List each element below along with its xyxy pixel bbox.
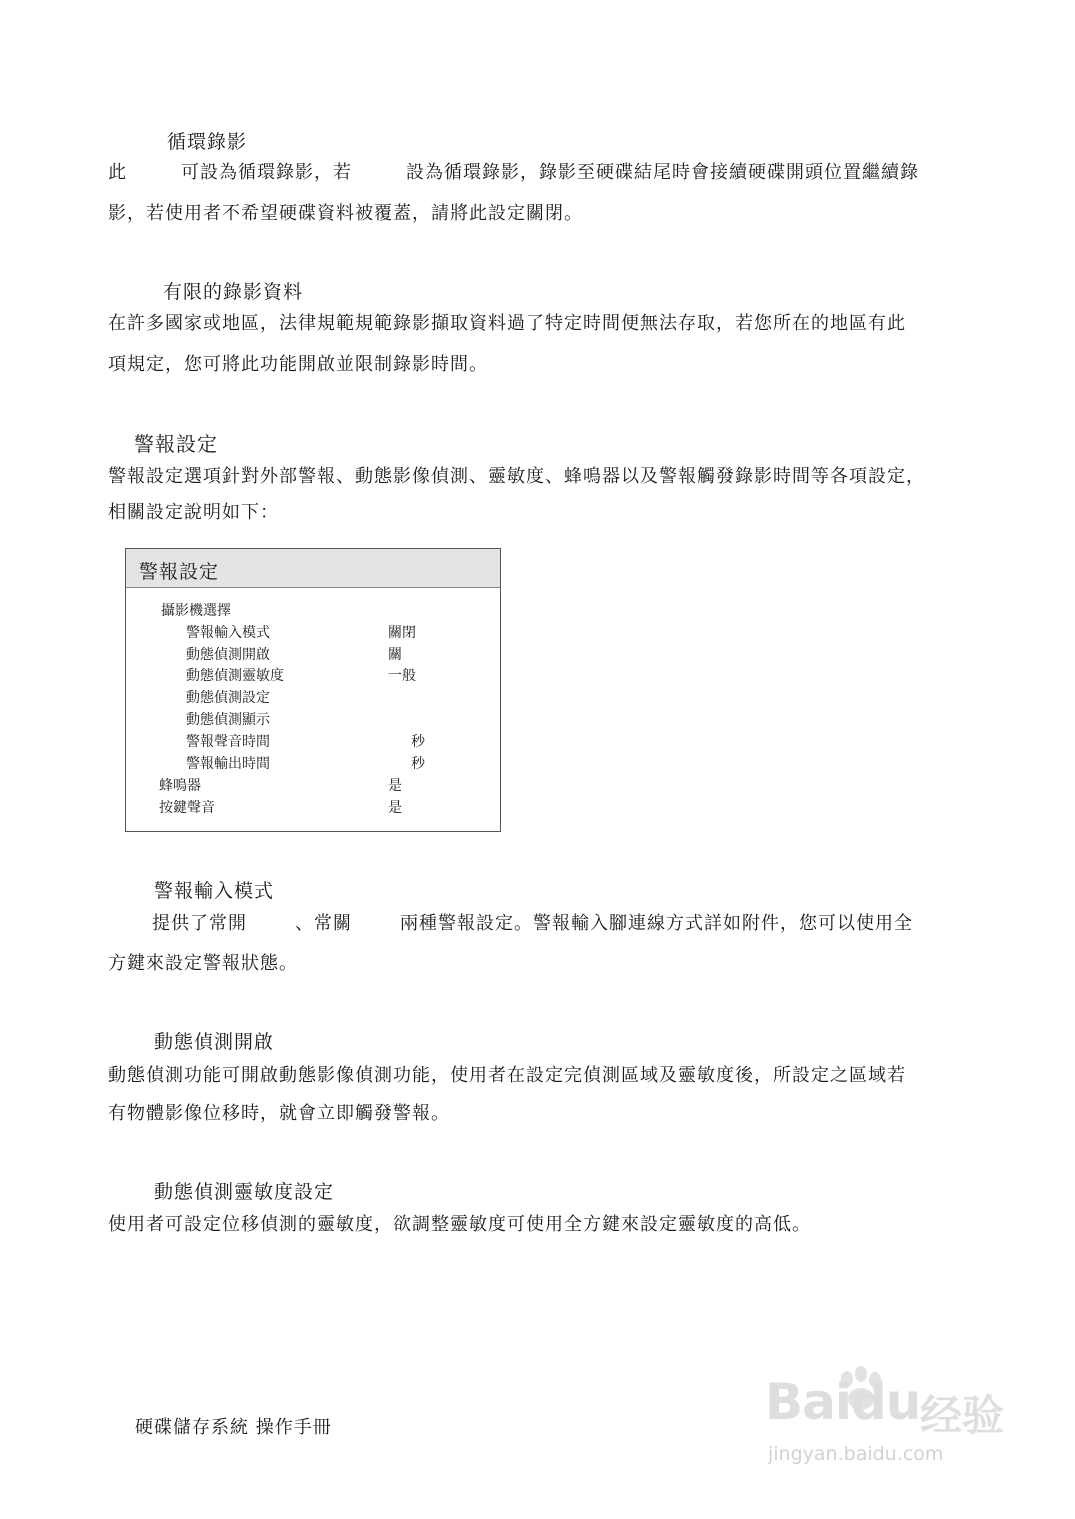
settings-row-motion-enable[interactable] xyxy=(126,645,498,665)
paragraph-limited-line2: 項規定，您可將此功能開啟並限制錄影時間。 xyxy=(108,354,488,375)
settings-row-buzzer[interactable] xyxy=(126,776,498,796)
watermark-url: jingyan.baidu.com xyxy=(768,1443,944,1465)
page-footer: 硬碟儲存系統 操作手冊 xyxy=(135,1417,332,1438)
alarm-settings-panel xyxy=(125,548,501,832)
paragraph-alarm-input-part-b: 、常關 xyxy=(295,913,352,934)
settings-row-label: 動態偵測顯示 xyxy=(186,712,270,728)
settings-row-value: 關 xyxy=(388,647,402,663)
settings-row-alarm-sound-time[interactable] xyxy=(126,732,498,752)
paragraph-alarm-line1: 警報設定選項針對外部警報、動態影像偵測、靈敏度、蜂鳴器以及警報觸發錄影時間等各項設定， xyxy=(108,466,925,487)
settings-row-alarm-output-time[interactable] xyxy=(126,754,498,774)
settings-row-motion-display[interactable] xyxy=(126,710,498,730)
paragraph-motion-enable-line1: 動態偵測功能可開啟動態影像偵測功能，使用者在設定完偵測區域及靈敏度後，所設定之區域若 xyxy=(108,1065,906,1086)
settings-row-motion-sensitivity[interactable] xyxy=(126,666,498,686)
settings-row-label: 警報輸入模式 xyxy=(186,625,270,641)
baidu-jingyan-watermark xyxy=(760,1365,1020,1475)
settings-row-value: 一般 xyxy=(388,668,416,684)
paragraph-cyclic-part-b: 可設為循環錄影，若 xyxy=(181,162,352,183)
paragraph-alarm-input-part-c: 兩種警報設定。警報輸入腳連線方式詳如附件，您可以使用全 xyxy=(400,913,913,934)
paragraph-cyclic-part-c: 設為循環錄影，錄影至硬碟結尾時會接續硬碟開頭位置繼續錄 xyxy=(406,162,919,183)
settings-panel-title: 警報設定 xyxy=(139,561,220,583)
settings-row-label: 動態偵測設定 xyxy=(186,690,270,706)
settings-row-value: 秒 xyxy=(411,756,425,772)
watermark-logo-bai: Bai xyxy=(765,1373,851,1431)
section-title-motion-enable: 動態偵測開啟 xyxy=(154,1031,275,1053)
paragraph-motion-enable-line2: 有物體影像位移時，就會立即觸發警報。 xyxy=(108,1103,450,1124)
watermark-logo xyxy=(765,1373,920,1431)
settings-row-value: 關閉 xyxy=(388,625,416,641)
settings-row-motion-setup[interactable] xyxy=(126,688,498,708)
settings-row-value: 是 xyxy=(388,800,402,816)
paragraph-alarm-input-line2: 方鍵來設定警報狀態。 xyxy=(108,953,298,974)
watermark-jingyan: 经验 xyxy=(920,1391,1005,1440)
settings-camera-select-label: 攝影機選擇 xyxy=(161,603,231,619)
settings-row-key-sound[interactable] xyxy=(126,798,498,818)
settings-panel-header xyxy=(126,549,500,588)
section-title-alarm-input: 警報輸入模式 xyxy=(154,880,275,902)
section-title-alarm: 警報設定 xyxy=(134,432,218,456)
paragraph-motion-sensitivity: 使用者可設定位移偵測的靈敏度，欲調整靈敏度可使用全方鍵來設定靈敏度的高低。 xyxy=(108,1214,811,1235)
settings-row-label: 警報聲音時間 xyxy=(186,734,270,750)
settings-row-label: 動態偵測開啟 xyxy=(186,647,270,663)
paragraph-cyclic-line1 xyxy=(108,152,919,193)
paragraph-cyclic-line2: 影，若使用者不希望硬碟資料被覆蓋，請將此設定關閉。 xyxy=(108,203,583,224)
section-title-limited: 有限的錄影資料 xyxy=(163,281,304,303)
paragraph-alarm-input-part-a: 提供了常開 xyxy=(152,913,247,934)
settings-row-label: 動態偵測靈敏度 xyxy=(186,668,284,684)
paragraph-alarm-line2: 相關設定說明如下： xyxy=(108,502,279,523)
settings-row-value: 秒 xyxy=(411,734,425,750)
section-title-cyclic: 循環錄影 xyxy=(167,131,248,153)
paragraph-limited-line1: 在許多國家或地區，法律規範規範錄影擷取資料過了特定時間便無法存取，若您所在的地區有此 xyxy=(108,313,906,334)
settings-row-label: 警報輸出時間 xyxy=(186,756,270,772)
section-title-motion-sensitivity: 動態偵測靈敏度設定 xyxy=(154,1181,335,1203)
settings-row-label: 按鍵聲音 xyxy=(159,800,215,816)
paragraph-alarm-input-line1 xyxy=(108,903,913,944)
watermark-logo-du: du xyxy=(851,1373,921,1431)
settings-row-value: 是 xyxy=(388,778,402,794)
paragraph-cyclic-part-a: 此 xyxy=(108,162,127,183)
settings-row-alarm-input-mode[interactable] xyxy=(126,623,498,643)
settings-row-label: 蜂鳴器 xyxy=(159,778,201,794)
